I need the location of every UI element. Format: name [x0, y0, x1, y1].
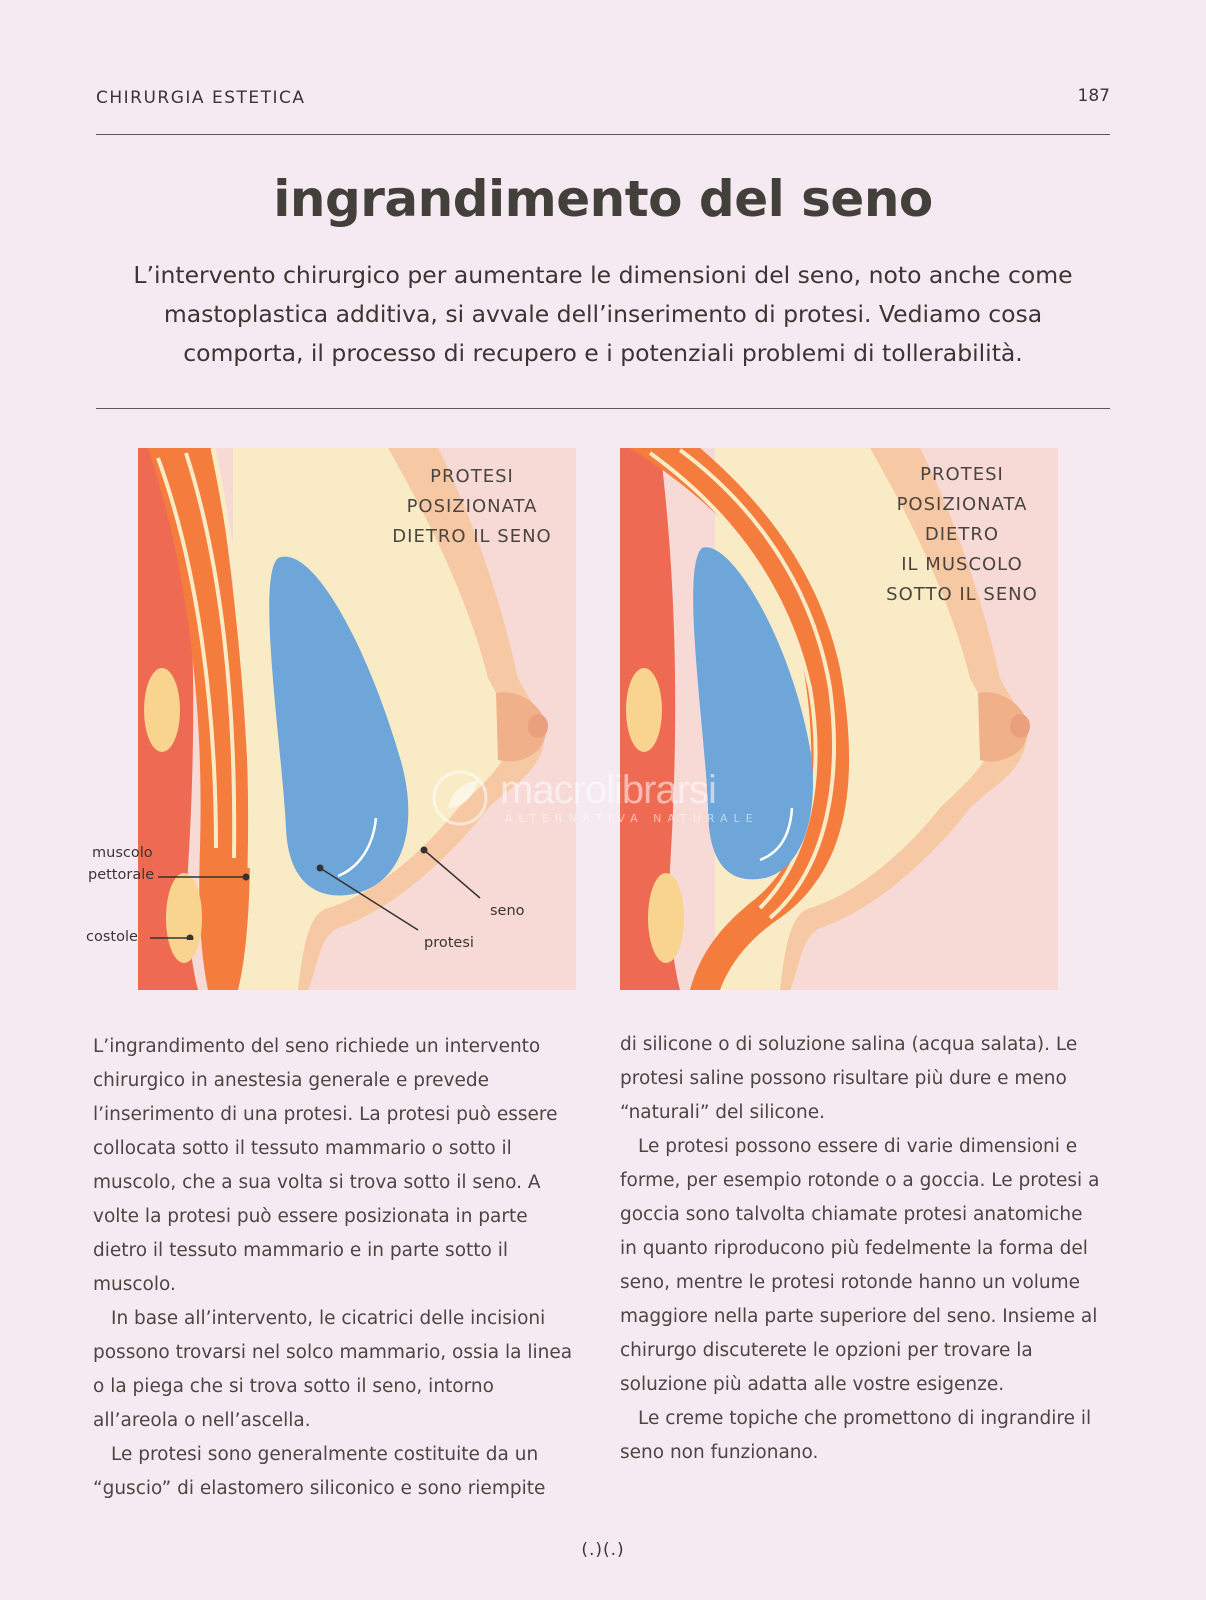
watermark-tagline: ALTERNATIVA NATURALE: [505, 812, 759, 825]
label-implant: protesi: [424, 935, 474, 951]
caption-line: POSIZIONATA: [896, 494, 1028, 515]
top-divider: [96, 134, 1110, 135]
caption-line: POSIZIONATA: [406, 496, 538, 517]
caption-line: SOTTO IL SENO: [886, 584, 1038, 605]
figure-caption-right: [872, 460, 1052, 610]
running-head: CHIRURGIA ESTETICA: [96, 88, 306, 108]
body-paragraph: di silicone o di soluzione salina (acqua salata). Le protesi saline possono risultare più dure e meno “naturali” del silicone.: [620, 1034, 1078, 1123]
caption-line: IL MUSCOLO: [901, 554, 1023, 575]
body-paragraph: Le creme topiche che promettono di ingrandire il seno non funzionano.: [620, 1408, 1092, 1463]
body-column-right: [620, 1028, 1100, 1470]
caption-line: DIETRO: [924, 524, 1000, 545]
caption-line: PROTESI: [430, 466, 514, 487]
label-muscle-line2: pettorale: [88, 867, 155, 883]
illustration-implant-behind-muscle: [620, 448, 1058, 990]
watermark-leaf-icon: [430, 768, 490, 828]
page-number: 187: [1077, 86, 1110, 106]
intro-paragraph: L’intervento chirurgico per aumentare le dimensioni del seno, noto anche come mastoplastica additiva, si avvale dell’inserimento di protesi. Vediamo cosa comporta, il processo di recupero e i potenziali problemi di tollerabilità.: [133, 261, 1073, 367]
body-paragraph: Le protesi possono essere di varie dimensioni e forme, per esempio rotonde o a goccia. Le protesi a goccia sono talvolta chiamate protesi anatomiche in quanto riproducono più fedelmente la forma del seno, mentre le protesi rotonde hanno un volume maggiore nella parte superiore del seno. Insieme al chirurgo discuterete le opzioni per trovare la soluzione più adatta alle vostre esigenze.: [620, 1136, 1100, 1395]
left-side-leader-lines: [150, 870, 260, 940]
body-column-left: [93, 1030, 573, 1506]
watermark: [430, 768, 830, 828]
label-breast: seno: [490, 903, 525, 919]
caption-line: PROTESI: [920, 464, 1004, 485]
watermark-brand: macrolibrarsi: [500, 768, 716, 812]
footer-ornament: (.)(.): [581, 1540, 625, 1560]
caption-line: DIETRO IL SENO: [392, 526, 552, 547]
body-paragraph: L’ingrandimento del seno richiede un intervento chirurgico in anestesia generale e prevede l’inserimento di una protesi. La protesi può essere collocata sotto il tessuto mammario o sotto il muscolo, che a sua volta si trova sotto il seno. A volte la protesi può essere posizionata in parte dietro il tessuto mammario e in parte sotto il muscolo.: [93, 1036, 558, 1295]
label-ribs: costole: [86, 929, 138, 945]
body-paragraph: Le protesi sono generalmente costituite da un “guscio” di elastomero siliconico e sono riempite: [93, 1444, 546, 1499]
label-muscle-line1: muscolo: [92, 845, 153, 861]
page-title: ingrandimento del seno: [273, 170, 933, 228]
body-paragraph: In base all’intervento, le cicatrici delle incisioni possono trovarsi nel solco mammario, ossia la linea o la piega che si trova sotto il seno, intorno all’areola o nell’ascella.: [93, 1308, 573, 1431]
intro-divider: [96, 408, 1110, 409]
figure-caption-left: [382, 462, 562, 552]
